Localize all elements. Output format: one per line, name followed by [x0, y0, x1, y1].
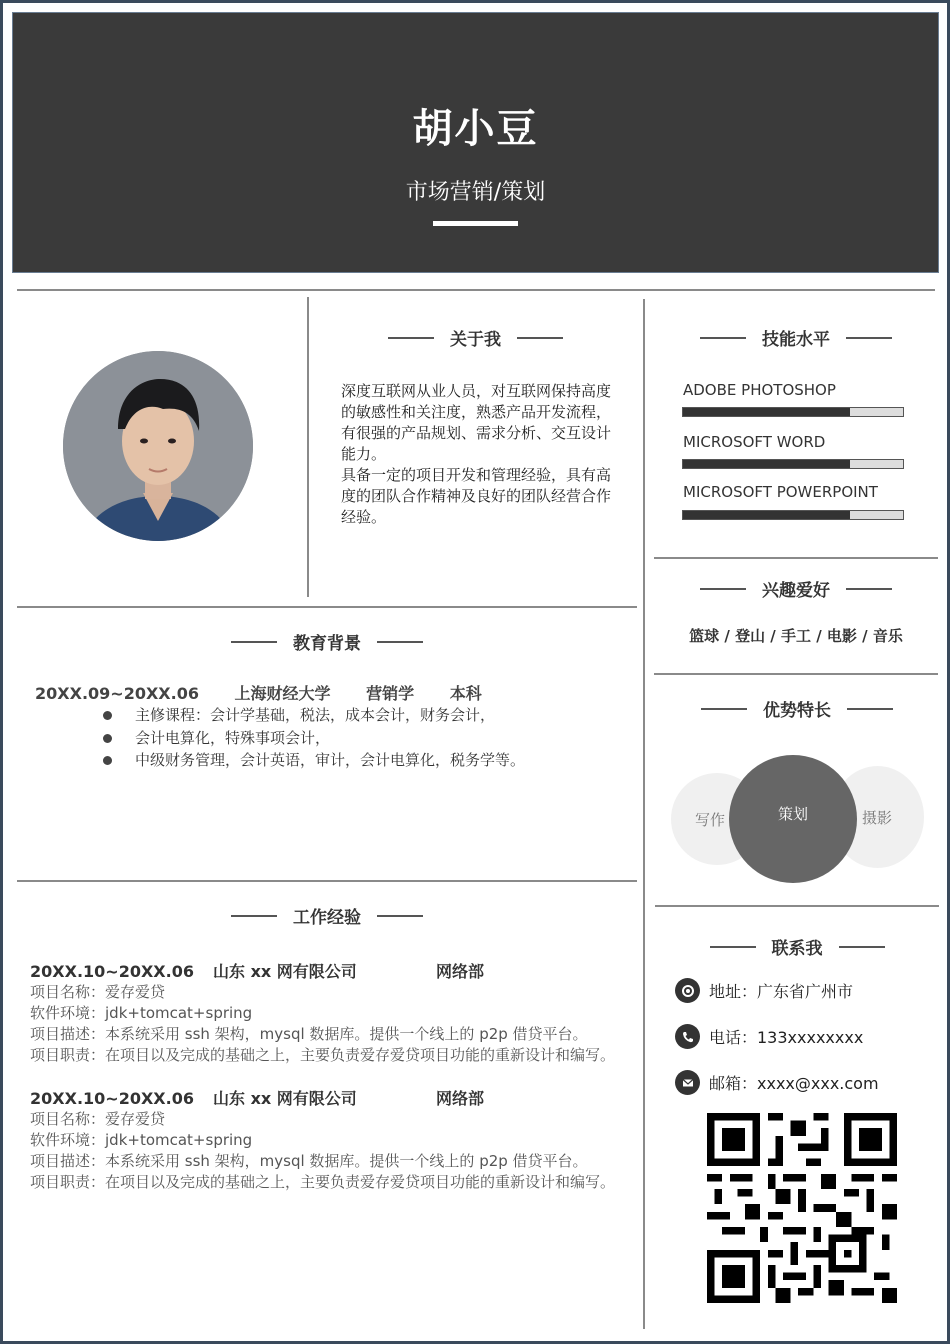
envelope-icon: [675, 1070, 700, 1095]
job-entry: [30, 1088, 620, 1193]
divider-work: [17, 880, 637, 882]
education-period: 20XX.09~20XX.06: [35, 684, 199, 703]
about-paragraph: 具备一定的项目开发和管理经验，具有高度的团队合作精神及良好的团队经营合作经验。: [341, 466, 612, 526]
skill-name: MICROSOFT WORD: [683, 433, 826, 451]
job-header: [30, 1088, 620, 1109]
avatar: [63, 351, 253, 541]
divider-top: [17, 289, 935, 291]
job-env: 软件环境：jdk+tomcat+spring: [30, 1004, 253, 1022]
location-pin-icon: [675, 978, 700, 1003]
job-project: 项目名称：爱存爱贷: [30, 1110, 166, 1128]
skill-bar: [682, 407, 904, 417]
person-name: 胡小豆: [412, 106, 539, 152]
education-header: [35, 681, 512, 704]
about-paragraph: 深度互联网从业人员，对互联网保持高度的敏感性和关注度，熟悉产品开发流程，有很强的产品规划、需求分析、交互设计能力。: [341, 382, 612, 463]
job-env: 软件环境：jdk+tomcat+spring: [30, 1131, 253, 1149]
skills-title: 技能水平: [655, 325, 937, 350]
divider-strengths: [654, 673, 938, 675]
title-underline: [433, 221, 518, 226]
strength-bubble-left: 写作: [671, 773, 763, 865]
work-title: 工作经验: [17, 903, 637, 928]
about-title: 关于我: [308, 325, 643, 350]
job-duty: 项目职责：在项目以及完成的基础之上，主要负责爱存爱贷项目功能的重新设计和编写。: [30, 1173, 616, 1191]
job-header: [30, 961, 620, 982]
job-desc: 项目描述：本系统采用 ssh 架构，mysql 数据库。提供一个线上的 p2p 借贷平台。: [30, 1152, 588, 1170]
skill-name: MICROSOFT POWERPOINT: [683, 483, 878, 501]
list-item: 中级财务管理，会计英语，审计，会计电算化，税务学等。: [103, 749, 525, 772]
education-courses: [103, 704, 525, 772]
job-dept: 网络部: [436, 962, 485, 981]
skill-name: ADOBE PHOTOSHOP: [683, 381, 836, 399]
contact-email: 邮箱：xxxx@xxx.com: [675, 1070, 879, 1095]
skill-bar: [682, 459, 904, 469]
job-entry: [30, 961, 620, 1066]
strength-bubble-center: 策划: [729, 755, 857, 883]
divider-hobbies: [654, 557, 938, 559]
strength-bubble-right: 摄影: [831, 766, 924, 868]
hobbies-list: 篮球 / 登山 / 手工 / 电影 / 音乐: [689, 627, 903, 645]
contact-address: 地址：广东省广州市: [675, 978, 853, 1003]
strengths-title: 优势特长: [655, 696, 939, 721]
divider-education: [17, 606, 637, 608]
header-banner: [12, 12, 939, 273]
job-dept: 网络部: [436, 1089, 485, 1108]
job-company: 山东 xx 网有限公司: [213, 1089, 357, 1108]
job-company: 山东 xx 网有限公司: [213, 962, 357, 981]
job-period: 20XX.10~20XX.06: [30, 1089, 194, 1108]
divider-sidebar: [643, 299, 645, 1329]
skill-bar: [682, 510, 904, 520]
education-major: 营销学: [366, 684, 415, 703]
divider-contact: [655, 905, 939, 907]
job-title: 市场营销/策划: [405, 180, 546, 205]
job-desc: 项目描述：本系统采用 ssh 架构，mysql 数据库。提供一个线上的 p2p 借贷平台。: [30, 1025, 588, 1043]
job-duty: 项目职责：在项目以及完成的基础之上，主要负责爱存爱贷项目功能的重新设计和编写。: [30, 1046, 616, 1064]
education-title: 教育背景: [17, 629, 637, 654]
job-project: 项目名称：爱存爱贷: [30, 983, 166, 1001]
education-school: 上海财经大学: [234, 684, 331, 703]
portrait-photo: [63, 351, 253, 541]
job-period: 20XX.10~20XX.06: [30, 962, 194, 981]
contact-phone: 电话：133xxxxxxxx: [675, 1024, 863, 1049]
qr-code[interactable]: [707, 1113, 897, 1303]
contact-title: 联系我: [655, 934, 939, 959]
hobbies-title: 兴趣爱好: [655, 576, 937, 601]
list-item: 主修课程：会计学基础，税法，成本会计，财务会计，: [103, 704, 525, 727]
list-item: 会计电算化，特殊事项会计，: [103, 727, 525, 750]
about-text: [341, 381, 613, 528]
phone-icon: [675, 1024, 700, 1049]
education-degree: 本科: [449, 684, 482, 703]
